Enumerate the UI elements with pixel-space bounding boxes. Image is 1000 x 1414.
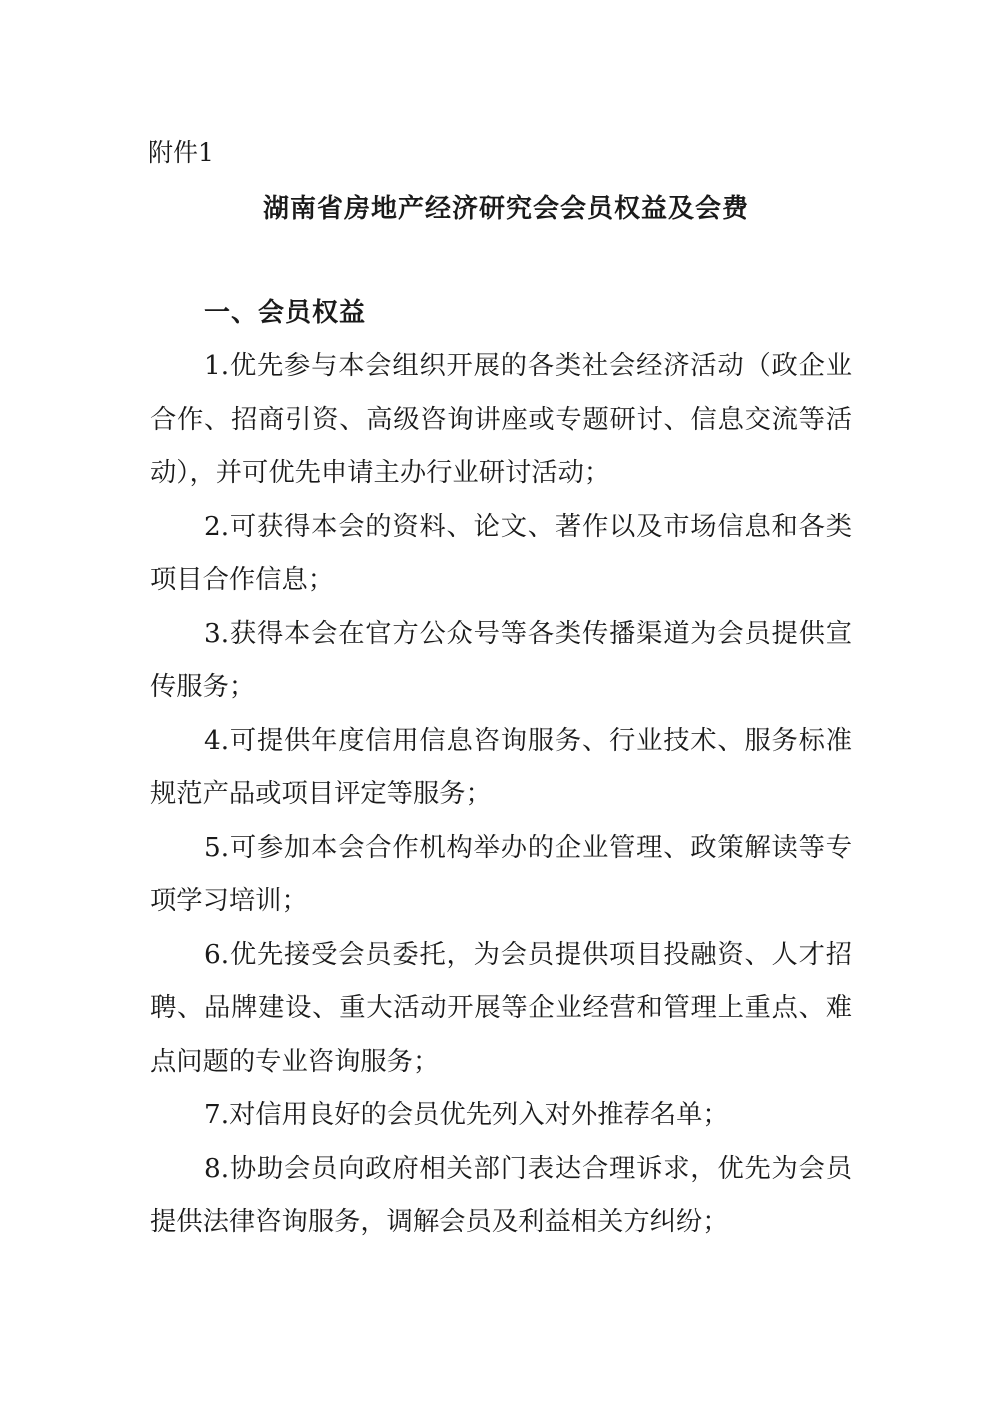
- document-title: 湖南省房地产经济研究会会员权益及会费: [262, 194, 749, 224]
- attachment-label: 附件1: [148, 138, 214, 167]
- section-heading: 一、会员权益: [204, 298, 367, 328]
- benefit-item: 3.获得本会在官方公众号等各类传播渠道为会员提供宣传服务；: [150, 618, 852, 702]
- benefit-item: 4.可提供年度信用信息咨询服务、行业技术、服务标准规范产品或项目评定等服务；: [150, 725, 852, 809]
- benefit-item: 1.优先参与本会组织开展的各类社会经济活动（政企业合作、招商引资、高级咨询讲座或专题研讨、信息交流等活动），并可优先申请主办行业研讨活动；: [150, 351, 852, 488]
- benefit-item: 7.对信用良好的会员优先列入对外推荐名单；: [204, 1100, 729, 1130]
- benefit-item: 6.优先接受会员委托，为会员提供项目投融资、人才招聘、品牌建设、重大活动开展等企业经营和管理上重点、难点问题的专业咨询服务；: [150, 939, 852, 1077]
- benefits-list: [150, 340, 852, 1250]
- benefit-item: 5.可参加本会合作机构举办的企业管理、政策解读等专项学习培训；: [150, 832, 852, 916]
- benefit-item: 8.协助会员向政府相关部门表达合理诉求，优先为会员提供法律咨询服务，调解会员及利益相关方纠纷；: [150, 1153, 852, 1237]
- benefit-item: 2.可获得本会的资料、论文、著作以及市场信息和各类项目合作信息；: [150, 511, 852, 595]
